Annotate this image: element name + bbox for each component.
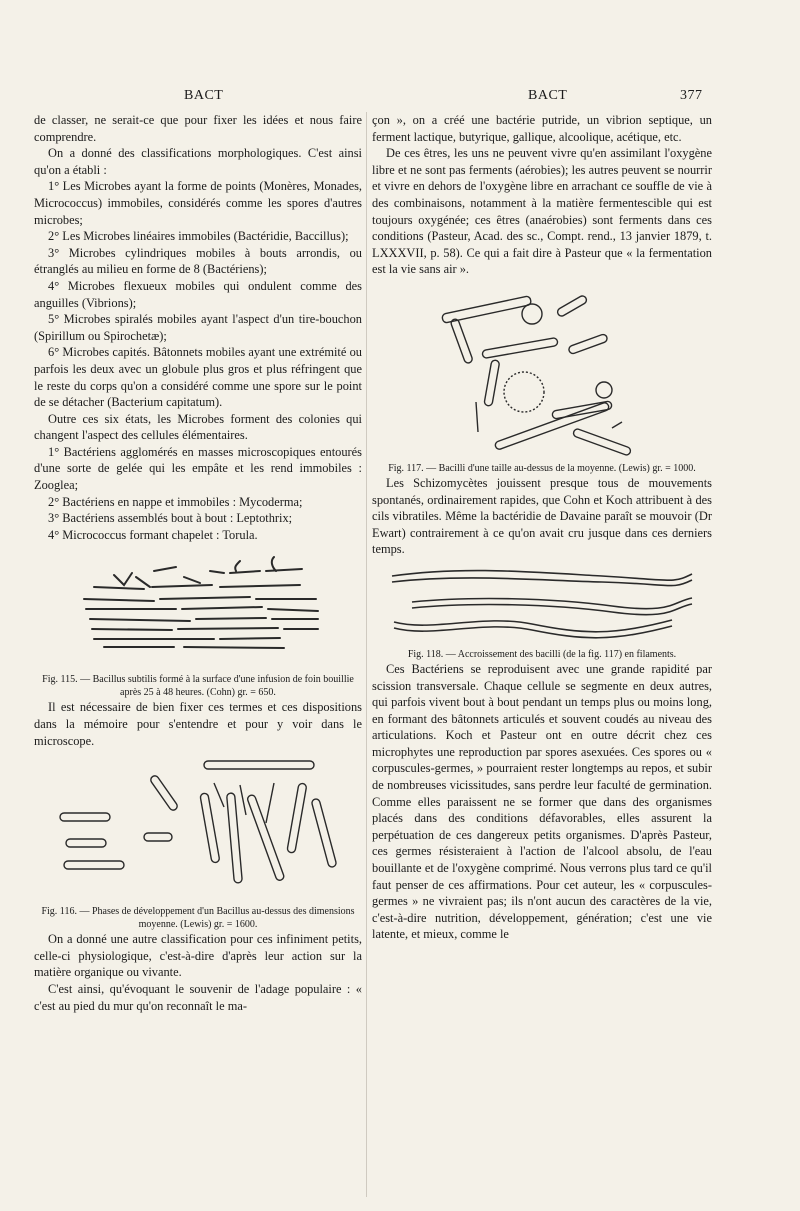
paragraph: Il est nécessaire de bien fixer ces termes et ces dispositions dans la mémoire pour s'entendre et pour y voir dans le microscope.	[34, 700, 362, 748]
paragraph: Outre ces six états, les Microbes forment des colonies qui changent l'aspect des cellules élémentaires.	[34, 411, 362, 443]
paragraph: de classer, ne serait-ce que pour fixer les idées et nous faire comprendre.	[34, 113, 362, 144]
figure-116-caption: Fig. 116. — Phases de développement d'un Bacillus au-dessus des dimensions moyenne. (Lewis) gr. = 1600.	[41, 906, 355, 931]
paragraph: On a donné des classifications morphologiques. C'est ainsi qu'on a établi :	[34, 146, 362, 177]
list-item: 5° Microbes spiralés mobiles ayant l'aspect d'un tire-bouchon (Spirillum ou Spirochetæ);	[34, 312, 362, 343]
figure-117-bacilli	[372, 282, 712, 460]
list-item: 3° Microbes cylindriques mobiles à bouts arrondis, ou étranglés au milieu en forme de 8 (Bactériens);	[34, 245, 362, 277]
figure-118-filaments	[372, 562, 712, 646]
figure-116-bacillus-phases	[34, 753, 362, 903]
paragraph: Les Schizomycètes jouissent presque tous de mouvements spontanés, ordinairement rapides, que Cohn et Koch attribuent à des cils vibratiles. Même la bactéridie de Davaine paraît se mouvoir (Dr Ewart) contrairement à ce qu'on avait cru jusque dans ces derniers temps.	[372, 475, 712, 557]
figure-115-caption: Fig. 115. — Bacillus subtilis formé à la surface d'une infusion de foin bouillie après 25 à 48 heures. (Cohn) gr. = 650.	[42, 674, 354, 699]
column-divider	[366, 112, 367, 1197]
left-column	[34, 112, 362, 1014]
list-item: 6° Microbes capités. Bâtonnets mobiles ayant une extrémité ou parfois les deux avec un globule plus gros et plus réfringent que le reste du corps qu'on a considéré comme une spore sur le point de se détacher (Bacterium capitatum).	[34, 345, 362, 410]
figure-118-caption: Fig. 118. — Accroissement des bacilli (de la fig. 117) en filaments.	[407, 648, 677, 660]
running-head-left: BACT	[184, 88, 224, 103]
paragraph: çon », on a créé une bactérie putride, un vibrion septique, un ferment lactique, butyrique, gallique, alcoolique, acétique, etc.	[372, 113, 712, 144]
list-item: 1° Les Microbes ayant la forme de points (Monères, Monades, Micrococcus) immobiles, considérés comme les spores d'autres microbes;	[34, 179, 362, 227]
paragraph: De ces êtres, les uns ne peuvent vivre qu'en assimilant l'oxygène libre et ne sont pas ferments (aérobies); les autres peuvent se nourrir et vivre en dehors de l'oxygène libre en arrachant ce souffle de vie à des combinaisons, notamment à la matière fermentescible qui est toujours oxygénée; ces êtres (anaérobies) sont ferments dans ces conditions (Pasteur, Acad. des sc., Compt. rend., 13 janvier 1879, t. LXXXVII, p. 58). Ce qui a fait dire à Pasteur que « la fermentation est la vie sans air ».	[372, 146, 712, 277]
running-head-right: BACT	[528, 88, 568, 103]
paragraph: On a donné une autre classification pour ces infiniment petits, celle-ci physiologique, c'est-à-dire d'après leur action sur la matière organique ou vivante.	[34, 932, 362, 980]
list-item: 3° Bactériens assemblés bout à bout : Leptothrix;	[48, 511, 293, 526]
list-item: 1° Bactériens agglomérés en masses microscopiques entourés d'une sorte de gelée qui les empâte et les rend immobiles : Zooglea;	[34, 444, 362, 493]
paragraph: C'est ainsi, qu'évoquant le souvenir de l'adage populaire : « c'est au pied du mur qu'on reconnaît le ma-	[34, 982, 362, 1013]
figure-115-bacillus-subtilis	[34, 547, 362, 671]
figure-117-caption: Fig. 117. — Bacilli d'une taille au-dessus de la moyenne. (Lewis) gr. = 1000.	[388, 462, 696, 474]
list-item: 2° Bactériens en nappe et immobiles : Mycoderma;	[48, 494, 303, 509]
list-item: 4° Micrococcus formant chapelet : Torula.	[48, 527, 258, 542]
paragraph: Ces Bactériens se reproduisent avec une grande rapidité par scission transversale. Chaque cellule se segmente en deux autres, qui parfois vivent bout à bout pendant un temps plus ou moins long, en formant des bâtonnets articulés et souvent coudés au niveau des articulations. Koch et Pasteur ont en outre décrit chez ces microphytes une reproduction par spores asexuées. Ces spores ou « corpuscules-germes, » pourraient rester longtemps au repos, et subir de nombreuses vicissitudes, sans perdre leur faculté de germination. Comme elles paraissent ne se former que dans des organismes placés dans des conditions défavorables, elles assurent la perpétuation de ces dangereux petits organismes. D'après Pasteur, ces germes résisteraient à l'action de l'alcool absolu, de l'eau bouillante et de l'oxygène comprimé. Nous verrons plus tard ce qu'il faut penser de ces affirmations. Pour cet auteur, les « corpuscules-germes » ne vivraient pas; ils n'ont aucun des caractères de la vie, c'est-à-dire nutrition, développement, génération; c'est une vie latente, et mieux, comme le	[372, 661, 712, 942]
page-number: 377	[680, 88, 703, 103]
list-item: 4° Microbes flexueux mobiles qui ondulent comme des anguilles (Vibrions);	[34, 278, 362, 310]
list-item: 2° Les Microbes linéaires immobiles (Bactéridie, Baccillus);	[48, 229, 349, 244]
right-column	[372, 112, 712, 943]
